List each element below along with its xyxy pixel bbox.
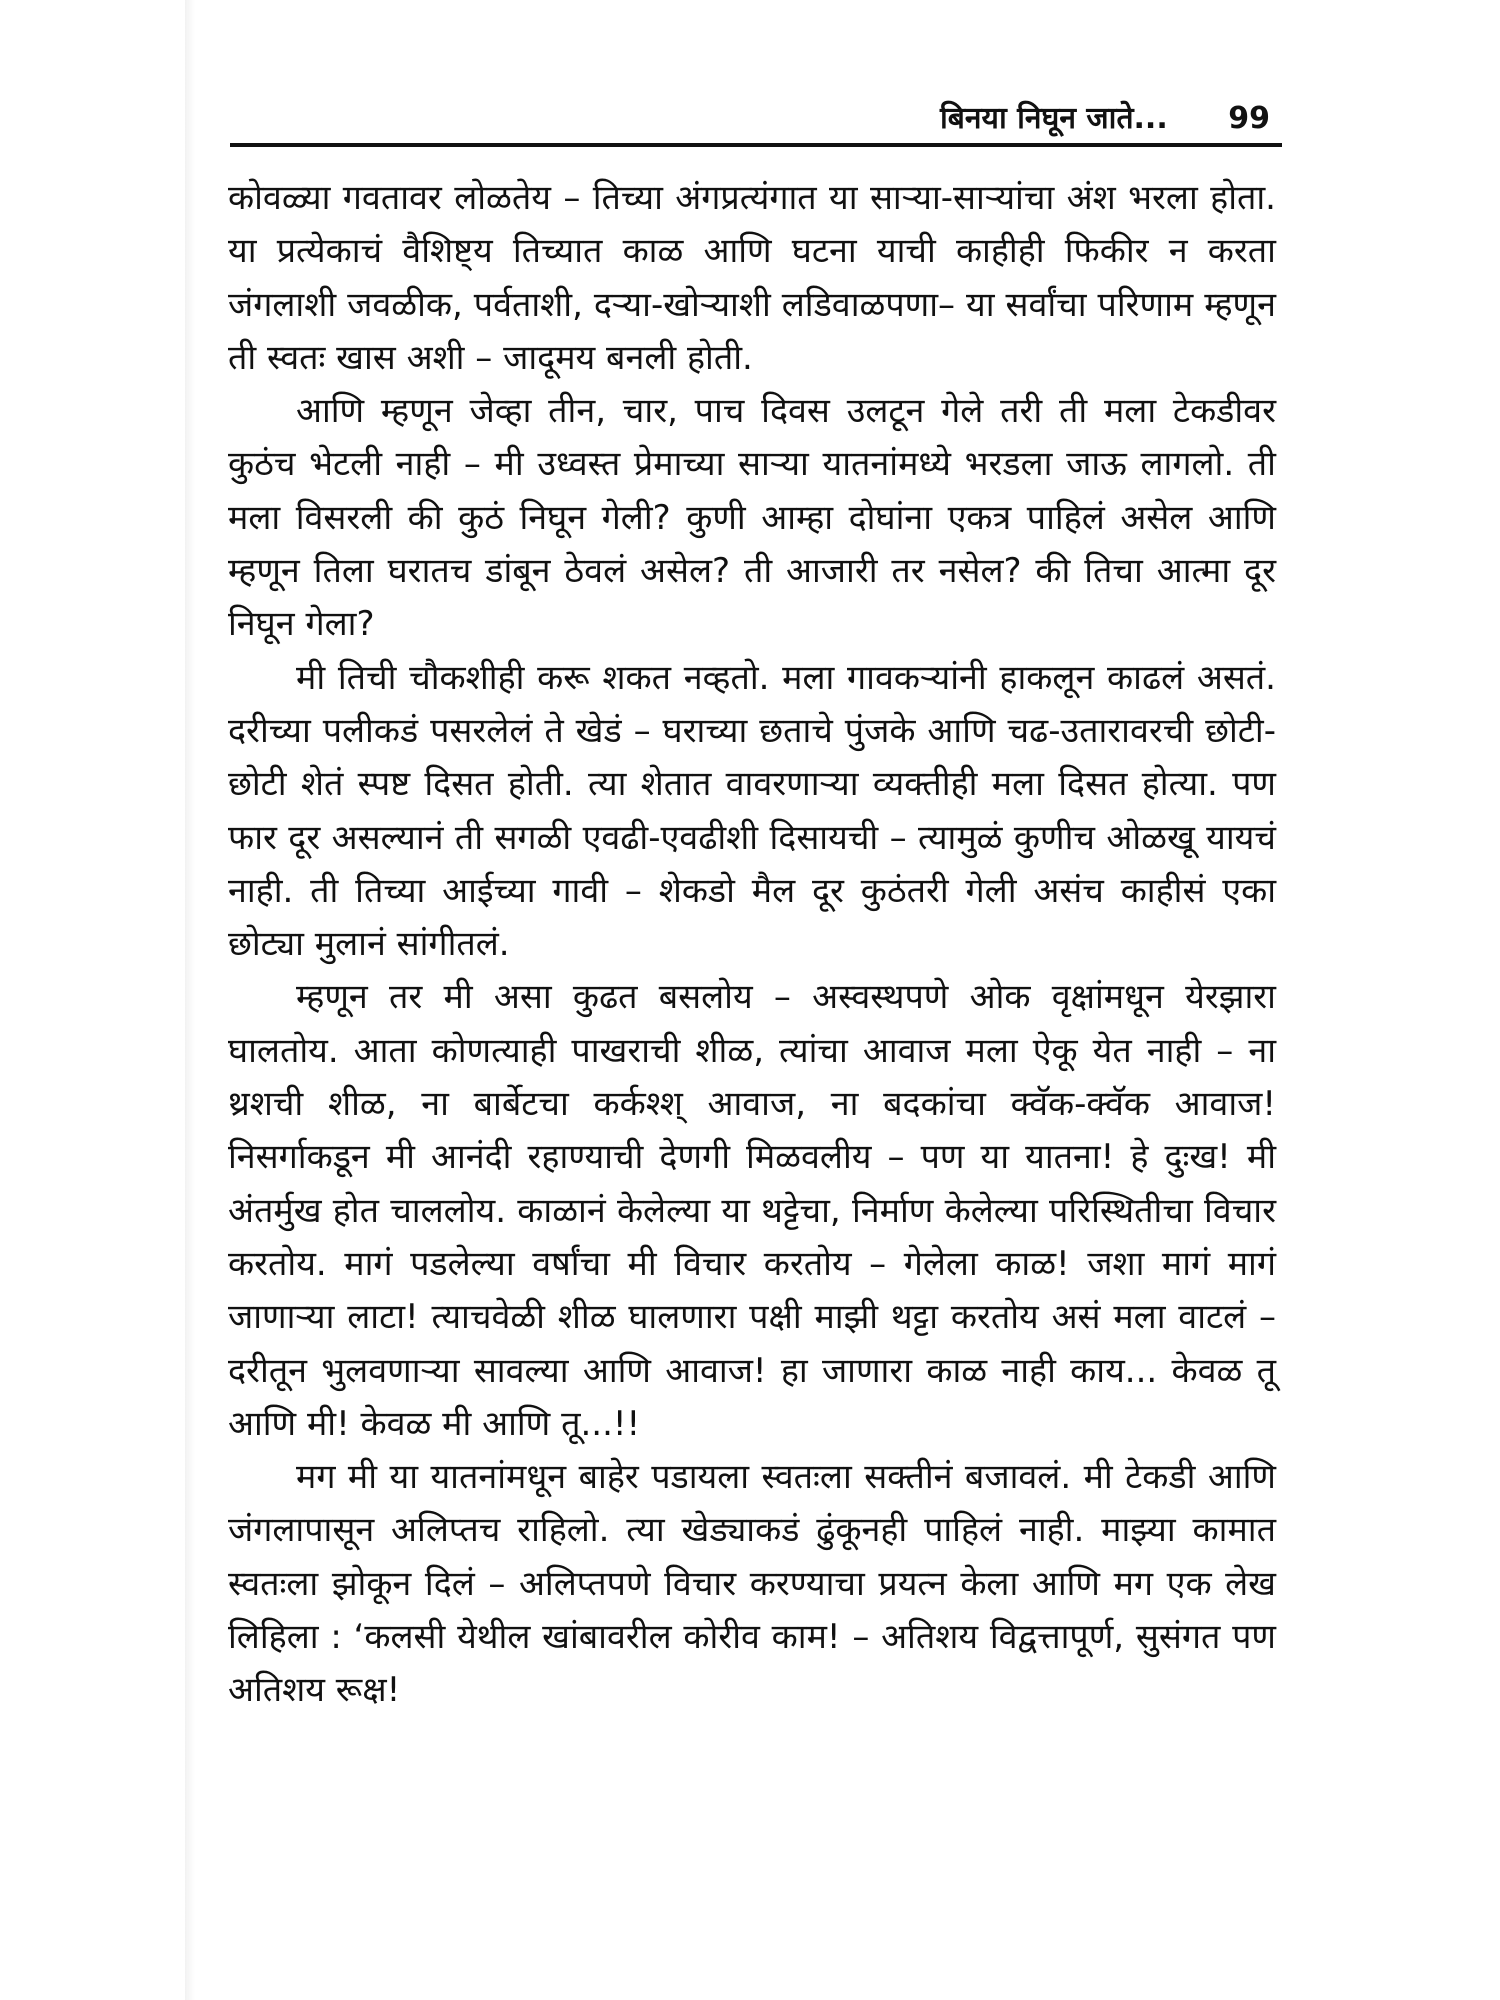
running-title: बिनया निघून जाते... [940,101,1168,136]
paragraph-2: आणि म्हणून जेव्हा तीन, चार, पाच दिवस उलटून गेले तरी ती मला टेकडीवर कुठंच भेटली नाही – मी उध्वस्त प्रेमाच्या साऱ्या यातनांमध्ये भरडला जाऊ लागलो. ती मला विसरली की कुठं निघून गेली? कुणी आम्हा दोघांना एकत्र पाहिलं असेल आणि म्हणून तिला घरातच डांबून ठेवलं असेल? ती आजारी तर नसेल? की तिचा आत्मा दूर निघून गेला? [228,391,1276,645]
paragraph-5: मग मी या यातनांमधून बाहेर पडायला स्वतःला सक्तीनं बजावलं. मी टेकडी आणि जंगलापासून अलिप्तच राहिलो. त्या खेड्याकडं ढुंकूनही पाहिलं नाही. माझ्या कामात स्वतःला झोकून दिलं – अलिप्तपणे विचार करण्याचा प्रयत्न केला आणि मग एक लेख लिहिला : ‘कलसी येथील खांबावरील कोरीव काम! – अतिशय विद्वत्तापूर्ण, सुसंगत पण अतिशय रूक्ष! [228,1457,1276,1711]
body-text [228,172,1276,1718]
paragraph-1: कोवळ्या गवतावर लोळतेय – तिच्या अंगप्रत्यंगात या साऱ्या-साऱ्यांचा अंश भरला होता. या प्रत्येकाचं वैशिष्ट्य तिच्यात काळ आणि घटना याची काहीही फिकीर न करता जंगलाशी जवळीक, पर्वताशी, दऱ्या-खोऱ्याशी लडिवाळपणा– या सर्वांचा परिणाम म्हणून ती स्वतः खास अशी – जादूमय बनली होती. [228,178,1276,378]
running-header [940,96,1270,142]
header-rule [230,143,1282,147]
paragraph-4: म्हणून तर मी असा कुढत बसलोय – अस्वस्थपणे ओक वृक्षांमधून येरझारा घालतोय. आता कोणत्याही पाखराची शीळ, त्यांचा आवाज मला ऐकू येत नाही – ना थ्रशची शीळ, ना बार्बेटचा कर्कश्श् आवाज, ना बदकांचा क्वॅक-क्वॅक आवाज! निसर्गाकडून मी आनंदी रहाण्याची देणगी मिळवलीय – पण या यातना! हे दुःख! मी अंतर्मुख होत चाललोय. काळानं केलेल्या या थट्टेचा, निर्माण केलेल्या परिस्थितीचा विचार करतोय. मागं पडलेल्या वर्षांचा मी विचार करतोय – गेलेला काळ! जशा मागं मागं जाणाऱ्या लाटा! त्याचवेळी शीळ घालणारा पक्षी माझी थट्टा करतोय असं मला वाटलं – दरीतून भुलवणाऱ्या सावल्या आणि आवाज! हा जाणारा काळ नाही काय... केवळ तू आणि मी! केवळ मी आणि तू...!! [228,977,1276,1444]
page-number: 99 [1228,101,1270,136]
paragraph-3: मी तिची चौकशीही करू शकत नव्हतो. मला गावकऱ्यांनी हाकलून काढलं असतं. दरीच्या पलीकडं पसरलेलं ते खेडं – घराच्या छताचे पुंजके आणि चढ-उतारावरची छोटी-छोटी शेतं स्पष्ट दिसत होती. त्या शेतात वावरणाऱ्या व्यक्तीही मला दिसत होत्या. पण फार दूर असल्यानं ती सगळी एवढी-एवढीशी दिसायची – त्यामुळं कुणीच ओळखू यायचं नाही. ती तिच्या आईच्या गावी – शेकडो मैल दूर कुठंतरी गेली असंच काहीसं एका छोट्या मुलानं सांगीतलं. [228,657,1276,965]
page-gutter-shadow [185,0,195,2000]
